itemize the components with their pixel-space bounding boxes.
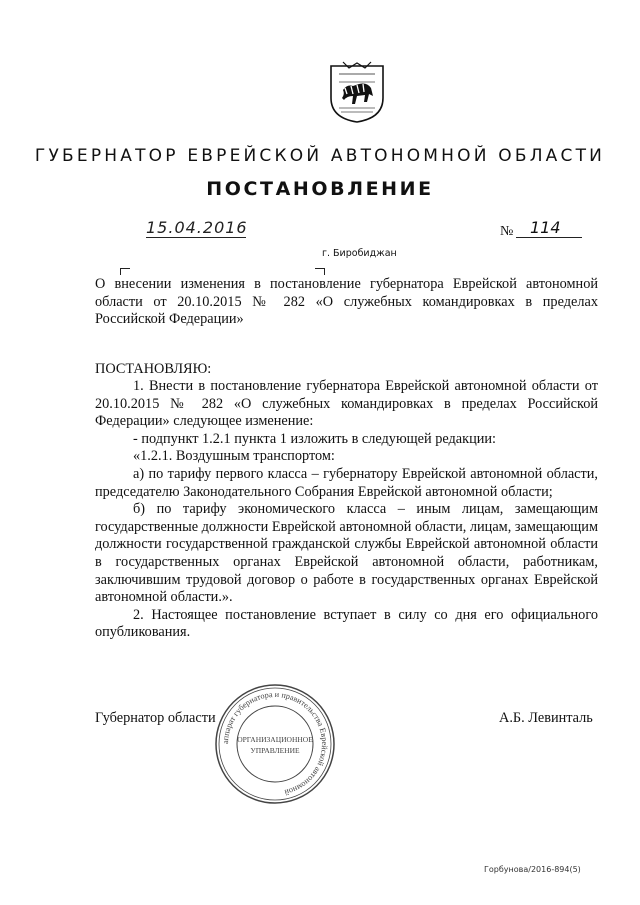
subject-bracket-left <box>120 268 130 275</box>
document-number: 114 <box>516 218 582 238</box>
official-stamp <box>213 682 337 806</box>
paragraph-1-2-1: «1.2.1. Воздушным транспортом: <box>133 448 335 465</box>
paragraph-2: 2. Настоящее постановление вступает в силу со дня его официального опубликования. <box>95 606 598 641</box>
issuing-authority: ГУБЕРНАТОР ЕВРЕЙСКОЙ АВТОНОМНОЙ ОБЛАСТИ <box>34 146 606 166</box>
document-date: 15.04.2016 <box>146 218 248 237</box>
stamp-ring-text: аппарат губернатора и правительства Еврейской автономной <box>220 689 330 797</box>
document-number-label: № <box>500 224 514 239</box>
document-subject: О внесении изменения в постановление губернатора Еврейской автономной области от 20.10.2015 № 282 «О служебных командировках в пределах Российской Федерации» <box>95 276 598 327</box>
signatory-position: Губернатор области <box>95 710 216 726</box>
city-of-issue: г. Биробиджан <box>322 248 397 259</box>
signatory-name: А.Б. Левинталь <box>499 710 593 726</box>
stamp-center-line-2: УПРАВЛЕНИЕ <box>250 746 300 755</box>
subject-bracket-right <box>315 268 325 275</box>
document-type-title: ПОСТАНОВЛЕНИЕ <box>206 178 434 200</box>
paragraph-1: 1. Внести в постановление губернатора Еврейской автономной области от 20.10.2015 № 282 «О служебных командировках в пределах Российской Федерации» следующее изменение: <box>95 378 598 430</box>
decree-word: ПОСТАНОВЛЯЮ: <box>95 361 212 377</box>
executor-reference: Горбунова/2016-894(5) <box>484 865 581 874</box>
paragraph-item-b: б) по тарифу экономического класса – иным лицам, замещающим государственные должности Еврейской автономной области, лицам, замещающим должности государственной гражданской службы Еврейской автономной области в государственных органах Еврейской автономной области, работникам, заключившим трудовой договор о работе в государственных органах Еврейской автономной области.». <box>95 501 599 606</box>
document-body <box>95 378 598 642</box>
paragraph-amendment-intro: - подпункт 1.2.1 пункта 1 изложить в следующей редакции: <box>133 430 497 447</box>
coat-of-arms-emblem <box>329 60 385 124</box>
stamp-center-line-1: ОРГАНИЗАЦИОННОЕ <box>237 735 313 744</box>
paragraph-item-a: а) по тарифу первого класса – губернатору Еврейской автономной области, председателю Законодательного Собрания Еврейской автономной области; <box>95 465 598 500</box>
